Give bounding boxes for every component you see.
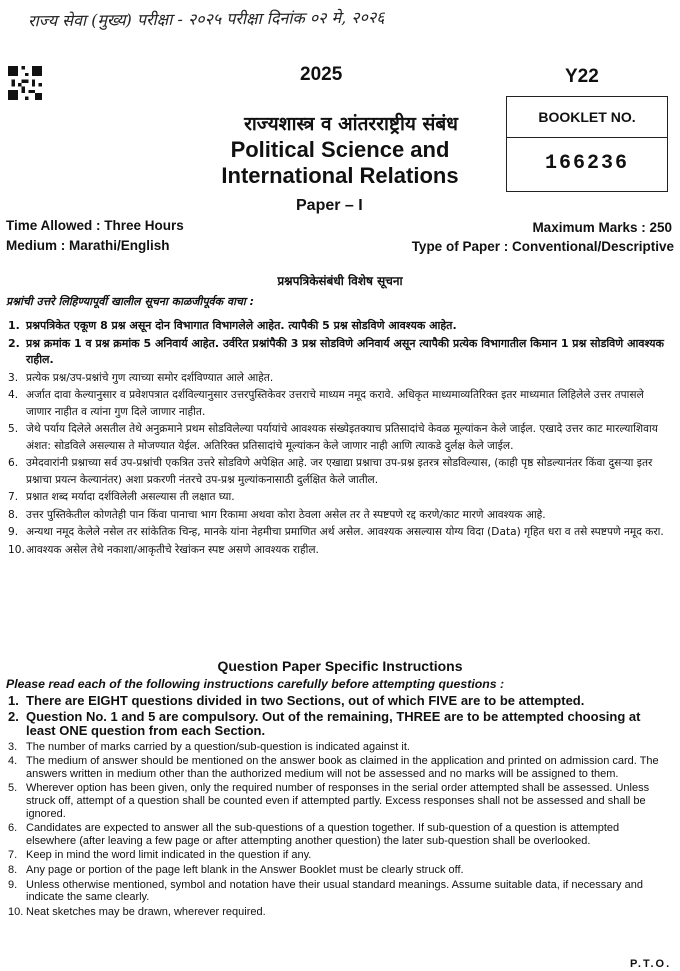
subject-title-english: [190, 137, 490, 189]
subject-title-line2: International Relations: [221, 163, 459, 188]
instruction-number: 10.: [8, 905, 24, 918]
instruction-number: 4.: [8, 389, 19, 401]
instruction-item: [8, 421, 672, 454]
instruction-number: 2.: [8, 336, 20, 350]
instruction-number: 6.: [8, 457, 19, 469]
medium: Medium : Marathi/English: [6, 238, 170, 253]
instruction-text: प्रश्नपत्रिकेत एकूण 8 प्रश्न असून दोन विभागात विभागलेले आहेत. त्यापैकी 5 प्रश्न सोडविणे आवश्यक आहेत.: [26, 319, 457, 332]
instruction-number: 3.: [8, 371, 19, 384]
instruction-item: [8, 849, 672, 862]
instruction-number: 9.: [8, 878, 18, 891]
instruction-text: जेथे पर्याय दिलेले असतील तेथे अनुक्रमाने प्रथम सोडविलेल्या पर्यायांचे आवश्यक संख्येइतक्याच प्रतिसादांचे केवळ मूल्यांकन केले जाईल. एखादे उत्तर काट मारल्याशिवाय अंशत: सोडविले असल्यास ते मोजण्यात येईल. अतिरिक्त प्रतिसादांचे मूल्यांकन केले जाणार नाही आणि त्याकडे दुर्लक्ष केले जाईल.: [26, 423, 658, 452]
instruction-item: [8, 782, 672, 820]
instruction-number: 1.: [8, 319, 20, 332]
instruction-number: 7.: [8, 849, 18, 862]
instruction-text: There are EIGHT questions divided in two Sections, out of which FIVE are to be attempted.: [26, 693, 585, 708]
instruction-text: Question No. 1 and 5 are compulsory. Out of the remaining, THREE are to be attempted choosing at least ONE question from each Section.: [26, 709, 641, 739]
instruction-item: [8, 370, 672, 387]
instruction-item: [8, 489, 672, 506]
instruction-text: Keep in mind the word limit indicated in the question if any.: [26, 849, 312, 862]
marathi-instructions-list: [8, 318, 672, 559]
instruction-text: प्रश्न क्रमांक 1 व प्रश्न क्रमांक 5 अनिवार्य आहेत. उर्वरित प्रश्नांपैकी 3 प्रश्न सोडविणे अनिवार्य असून त्यापैकी प्रत्येक विभागातील किमान 1 प्रश्न सोडविणे आवश्यक राहील.: [26, 336, 664, 366]
instruction-item: [8, 879, 672, 904]
instruction-text: प्रश्नात शब्द मर्यादा दर्शविलेली असल्यास ती लक्षात घ्या.: [26, 491, 235, 503]
instruction-number: 3.: [8, 740, 18, 753]
instruction-text: अन्यथा नमूद केलेले नसेल तर सांकेतिक चिन्ह, मानके यांना नेहमीचा प्रमाणित अर्थ असेल. आवश्यक असल्यास योग्य विदा (Data) गृहित धरा व तसे स्पष्टपणे नमूद करा.: [26, 526, 664, 538]
instruction-item: [8, 906, 672, 919]
instruction-item: [8, 507, 672, 524]
pto-note: P.T.O.: [630, 958, 672, 970]
instruction-text: Neat sketches may be drawn, wherever required.: [26, 905, 266, 918]
instruction-number: 8.: [8, 863, 18, 876]
paper-type: Type of Paper : Conventional/Descriptive: [411, 239, 674, 254]
instruction-item: [8, 755, 672, 780]
english-instructions-heading: Question Paper Specific Instructions: [217, 658, 463, 674]
booklet-number: 166236: [544, 152, 629, 175]
instruction-text: अर्जात दावा केल्यानुसार व प्रवेशपत्रात दर्शविल्यानुसार उत्तरपुस्तिकेवर उत्तराचे माध्यम नमूद करावे. अधिकृत माध्यमाव्यतिरिक्त इतर माध्यमात लिहिलेले उत्तर तपासले जाणार नाहीत व त्यांना गुण दिले जाणार नाहीत.: [26, 389, 644, 418]
instruction-text: Wherever option has been given, only the required number of responses in the serial order attempted shall be assessed. Unless struck off, attempt of a question shall be counted even if attempted partly. Excess responses shall not be assessed and shall be ignored.: [26, 782, 650, 820]
instruction-text: Unless otherwise mentioned, symbol and notation have their usual standard meanings. Assume suitable data, if necessary and indicate the same clearly.: [26, 878, 643, 904]
exam-year: 2025: [300, 64, 343, 85]
instruction-number: 5.: [8, 423, 19, 435]
instruction-text: उमेदवारांनी प्रश्नाच्या सर्व उप-प्रश्नांची एकत्रित उत्तरे सोडविणे अपेक्षित आहे. जर एखाद्या प्रश्नाचा उप-प्रश्न इतरत्र सोडविल्यास, (काही पृष्ठ सोडल्यानंतर किंवा दुसऱ्या इतर प्रश्नाचा प्रयत्न केल्यानंतर) अशा प्रकरणी नंतरचे उप-प्रश्न मुल्यांकनासाठी दुर्लक्षित केले जातील.: [26, 457, 653, 486]
paper-number: Paper – I: [296, 197, 363, 214]
marathi-instructions-heading: प्रश्नपत्रिकेसंबंधी विशेष सूचना: [277, 274, 403, 288]
english-instructions-intro: Please read each of the following instructions carefully before attempting questions :: [6, 677, 505, 691]
instruction-item: [8, 710, 672, 738]
english-instructions-list: [8, 694, 672, 920]
instruction-text: प्रत्येक प्रश्न/उप-प्रश्नांचे गुण त्याच्या समोर दर्शविण्यात आले आहेत.: [26, 371, 274, 384]
instruction-number: 10.: [8, 543, 25, 556]
instruction-item: [8, 455, 672, 488]
instruction-number: 9.: [8, 526, 19, 538]
instruction-item: [8, 387, 672, 420]
instruction-text: उत्तर पुस्तिकेतील कोणतेही पान किंवा पानाचा भाग रिकामा अथवा कोरा ठेवला असेल तर ते स्पष्टपणे रद्द करणे/काट मारणे आवश्यक आहे.: [26, 508, 546, 521]
instruction-number: 4.: [8, 755, 18, 768]
instruction-item: [8, 318, 672, 335]
instruction-number: 6.: [8, 822, 18, 835]
instruction-number: 1.: [8, 693, 19, 708]
instruction-number: 5.: [8, 782, 18, 795]
instruction-item: [8, 542, 672, 559]
qr-code-icon: [8, 66, 42, 100]
instruction-item: [8, 336, 672, 369]
series-code: Y22: [565, 66, 599, 87]
instruction-number: 8.: [8, 508, 19, 521]
instruction-text: The number of marks carried by a question/sub-question is indicated against it.: [26, 740, 410, 753]
instruction-item: [8, 741, 672, 754]
subject-title-line1: Political Science and: [230, 137, 450, 162]
booklet-number-box: [506, 96, 668, 192]
time-allowed: Time Allowed : Three Hours: [6, 218, 184, 233]
instruction-text: आवश्यक असेल तेथे नकाशा/आकृतीचे रेखांकन स्पष्ट असणे आवश्यक राहील.: [26, 543, 319, 556]
instruction-item: [8, 524, 672, 541]
booklet-label: BOOKLET NO.: [507, 97, 667, 138]
instruction-text: Any page or portion of the page left blank in the Answer Booklet must be clearly struck off.: [26, 863, 464, 876]
instruction-item: [8, 694, 672, 708]
handwritten-exam-note: राज्य सेवा (मुख्य) परीक्षा - २०२५ परीक्षा दिनांक ०२ मे, २०२६: [27, 7, 385, 31]
instruction-text: Candidates are expected to answer all the sub-questions of a question together. If sub-question of a question is attempted elsewhere (after leaving a few page or after attempting another question) the later sub-question shall be overlooked.: [26, 822, 620, 847]
instruction-item: [8, 864, 672, 877]
maximum-marks: Maximum Marks : 250: [532, 220, 672, 235]
instruction-number: 2.: [8, 709, 19, 725]
instruction-number: 7.: [8, 491, 19, 503]
subject-title-marathi: राज्यशास्त्र व आंतरराष्ट्रीय संबंध: [244, 113, 458, 135]
marathi-instructions-intro: प्रश्नांची उत्तरे लिहिण्यापूर्वी खालील सूचना काळजीपूर्वक वाचा :: [6, 295, 254, 308]
instruction-text: The medium of answer should be mentioned on the answer book as claimed in the application and printed on admission card. The answers written in medium other than the authorized medium will not be assessed and no marks will be assigned to them.: [26, 755, 659, 780]
instruction-item: [8, 822, 672, 847]
